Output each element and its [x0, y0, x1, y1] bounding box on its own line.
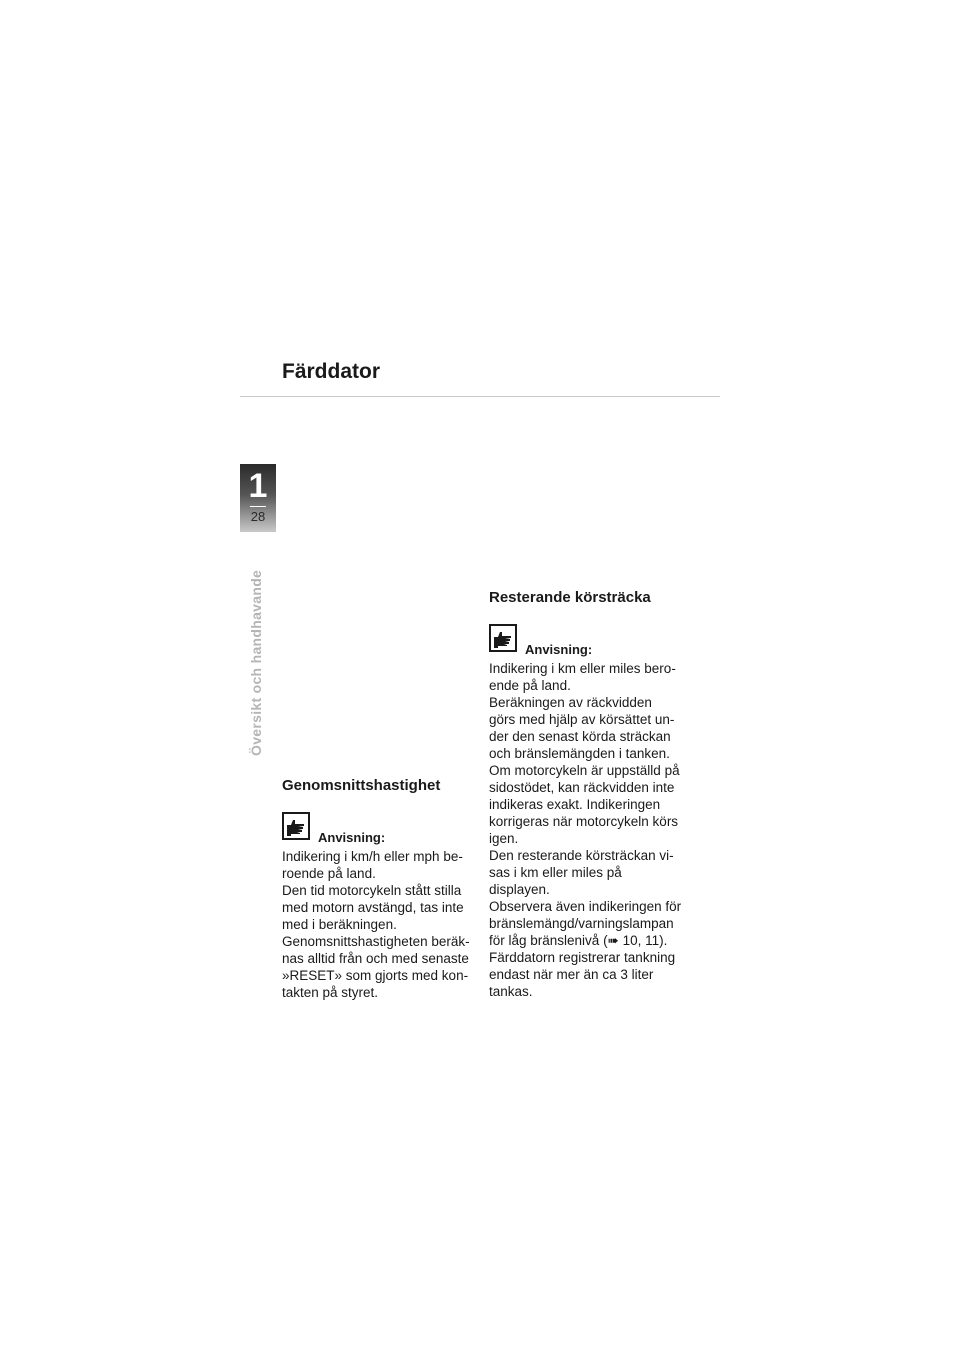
- section-average-speed: [282, 776, 482, 1001]
- title-divider: [240, 396, 720, 397]
- chapter-side-label: Översikt och handhavande: [248, 569, 264, 756]
- section-remaining-range: [489, 588, 689, 1000]
- chapter-number: 1: [248, 467, 268, 505]
- page-title: Färddator: [282, 360, 381, 383]
- note-header: [489, 624, 689, 660]
- chapter-tab-divider: [250, 506, 266, 507]
- page-number: 28: [250, 509, 266, 524]
- hand-pointing-note-icon: [489, 624, 517, 652]
- section-body: Indikering i km/h eller mph be- roende på land. Den tid motorcykeln stått stilla med motorn avstängd, tas inte med i beräkningen. Genomsnittshastigheten beräk- nas alltid från och med senaste »RESET» som gjorts med kon- takten på styret.: [282, 849, 470, 1000]
- section-heading: Genomsnittshastighet: [282, 777, 441, 794]
- section-heading: Resterande körsträcka: [489, 589, 651, 606]
- section-body: Indikering i km eller miles bero- ende på land. Beräkningen av räckvidden görs med hjälp av körsättet un- der den senast körda sträckan och bränslemängden i tanken. Om motorcykeln är uppställd på sidostödet, kan räckvidden inte indikeras exakt. Indikeringen korrigeras när motorcykeln körs igen. Den resterande körsträckan vi- sas i km eller miles på displayen. Observera även indikeringen för bränslemängd/varningslampan för låg bränslenivå (➠ 10, 11). Färddatorn registrerar tankning endast när mer än ca 3 liter tankas.: [489, 661, 682, 999]
- note-header: [282, 812, 482, 848]
- hand-pointing-note-icon: [282, 812, 310, 840]
- note-label: Anvisning:: [318, 830, 386, 845]
- chapter-tab: [240, 464, 276, 532]
- note-label: Anvisning:: [525, 642, 593, 657]
